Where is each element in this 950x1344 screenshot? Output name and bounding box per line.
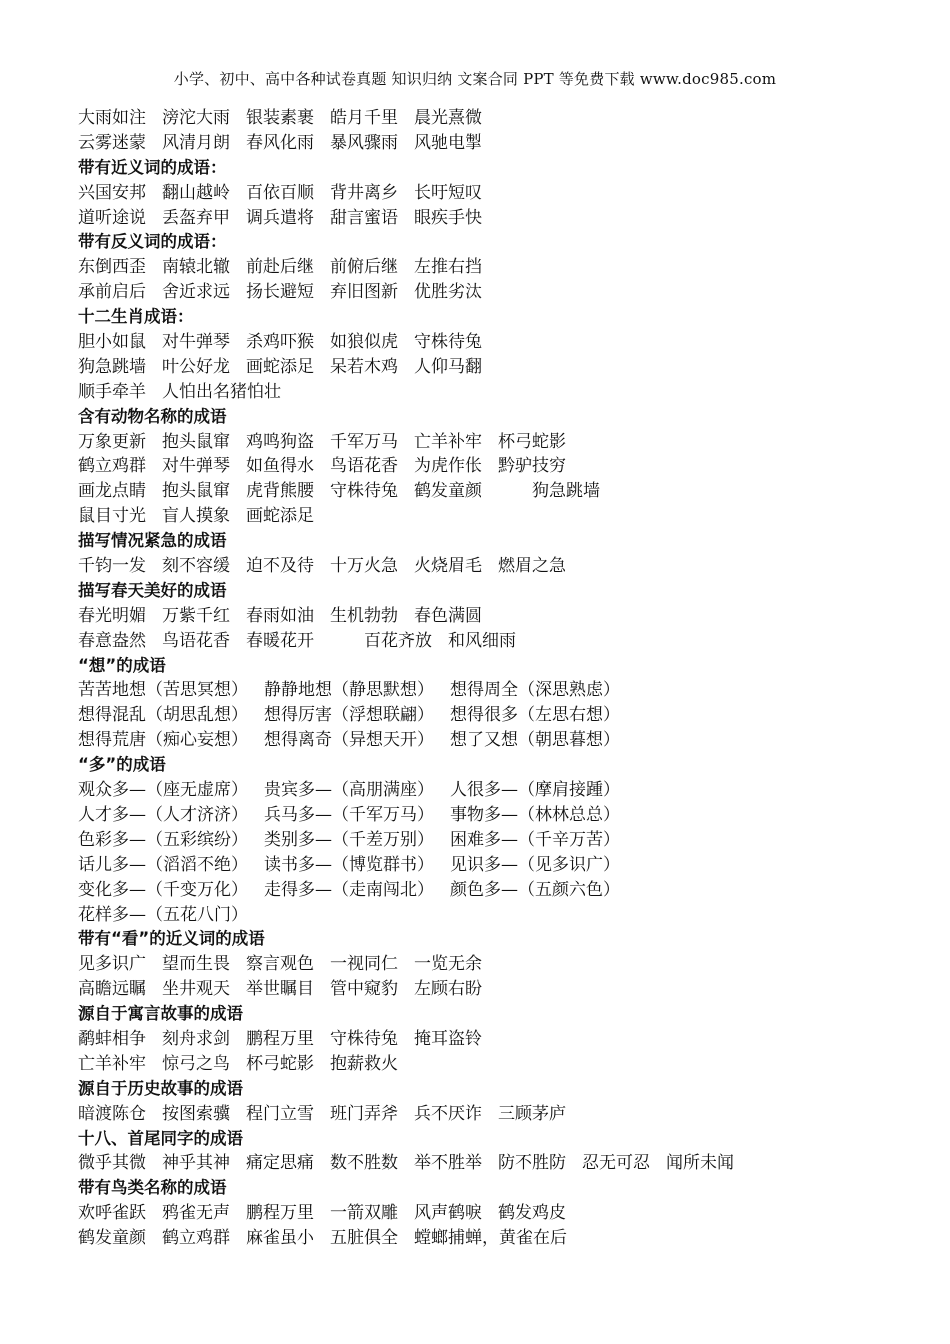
idiom-item: 欢呼雀跃 (78, 1203, 146, 1224)
idiom-row (78, 903, 928, 928)
idiom-item: 鹤发鸡皮 (498, 1203, 566, 1224)
idiom-item: 南辕北辙 (162, 257, 230, 278)
idiom-item: 一箭双雕 (330, 1203, 398, 1224)
idiom-item: 鹬蚌相争 (78, 1028, 146, 1049)
idiom-item: 滂沱大雨 (162, 108, 230, 128)
idiom-item: 呆若木鸡 (330, 356, 398, 377)
section-heading: 十二生肖成语： (78, 307, 194, 327)
idiom-item: 类别多—（千差万别） (264, 829, 434, 850)
idiom-item: 读书多—（博览群书） (264, 854, 434, 875)
idiom-item: 百依百顺 (246, 182, 314, 203)
idiom-row (78, 803, 928, 828)
idiom-item: 对牛弹琴 (162, 332, 230, 353)
idiom-item: 掩耳盗铃 (414, 1028, 482, 1049)
idiom-item: 东倒西歪 (78, 257, 146, 278)
idiom-item: 人怕出名猪怕壮 (162, 381, 281, 402)
idiom-item: 鹤发童颜 (414, 481, 482, 502)
idiom-item: 观众多—（座无虚席） (78, 780, 248, 801)
idiom-row (78, 206, 928, 231)
idiom-item: 管中窥豹 (330, 979, 398, 1000)
idiom-item: 贵宾多—（高朋满座） (264, 780, 434, 801)
idiom-item: 火烧眉毛 (414, 556, 482, 577)
idiom-row (78, 952, 928, 977)
idiom-item: 微乎其微 (78, 1153, 146, 1174)
idiom-item: 花样多—（五花八门） (78, 904, 248, 925)
idiom-item: 惊弓之鸟 (162, 1053, 230, 1074)
idiom-item: 道听途说 (78, 207, 146, 228)
idiom-item: 望而生畏 (162, 954, 230, 975)
idiom-item: 长吁短叹 (414, 182, 482, 203)
idiom-row (78, 1052, 928, 1077)
idiom-item: 前赴后继 (246, 257, 314, 278)
idiom-item: 和风细雨 (448, 630, 516, 651)
idiom-item: 左顾右盼 (414, 979, 482, 1000)
idiom-row (78, 1201, 928, 1226)
section-heading: 带有鸟类名称的成语 (78, 1178, 227, 1198)
idiom-item: 班门弄斧 (330, 1103, 398, 1124)
idiom-row (78, 828, 928, 853)
section-heading: 描写春天美好的成语 (78, 580, 227, 600)
section-heading: 带有反义词的成语： (78, 232, 227, 252)
idiom-item: 云雾迷蒙 (78, 132, 146, 153)
idiom-item: 黔驴技穷 (498, 456, 566, 477)
idiom-item: 抱头鼠窜 (162, 481, 230, 502)
idiom-item: 一视同仁 (330, 954, 398, 975)
idiom-row (78, 853, 928, 878)
idiom-item: 鸟语花香 (330, 456, 398, 477)
idiom-item: 想得混乱（胡思乱想） (78, 705, 248, 726)
idiom-item: 色彩多—（五彩缤纷） (78, 829, 248, 850)
idiom-item: 为虎作伥 (414, 456, 482, 477)
idiom-item: 甜言蜜语 (330, 207, 398, 228)
idiom-item: 背井离乡 (330, 182, 398, 203)
idiom-item: 眼疾手快 (414, 207, 482, 228)
idiom-item: 鹤立鸡群 (78, 456, 146, 477)
idiom-item: 弃旧图新 (330, 282, 398, 303)
idiom-item: 鹏程万里 (246, 1203, 314, 1224)
idiom-item: 兵马多—（千军万马） (264, 804, 434, 825)
document-body (78, 106, 928, 1251)
idiom-row (78, 355, 928, 380)
idiom-item: 察言观色 (246, 954, 314, 975)
idiom-row (78, 604, 928, 629)
idiom-item: 防不胜防 (498, 1153, 566, 1174)
idiom-item: 一览无余 (414, 954, 482, 975)
idiom-item: 想得周全（深思熟虑） (450, 680, 620, 701)
idiom-item: 坐井观天 (162, 979, 230, 1000)
section-heading: 源自于寓言故事的成语 (78, 1004, 243, 1024)
idiom-item: 话儿多—（滔滔不绝） (78, 854, 248, 875)
idiom-item: 大雨如注 (78, 108, 146, 128)
idiom-item: 春风化雨 (246, 132, 314, 153)
idiom-item: 杯弓蛇影 (246, 1053, 314, 1074)
idiom-row (78, 106, 928, 131)
idiom-item: 人仰马翻 (414, 356, 482, 377)
idiom-item: 十万火急 (330, 556, 398, 577)
idiom-item: 对牛弹琴 (162, 456, 230, 477)
idiom-item: 人很多—（摩肩接踵） (450, 780, 620, 801)
idiom-row (78, 181, 928, 206)
idiom-item: 数不胜数 (330, 1153, 398, 1174)
idiom-row (78, 1102, 928, 1127)
idiom-item: 事物多—（林林总总） (450, 804, 620, 825)
idiom-row (78, 330, 928, 355)
idiom-item: 想了又想（朝思暮想） (450, 730, 620, 751)
idiom-item: 风驰电掣 (414, 132, 482, 153)
idiom-item: 痛定思痛 (246, 1153, 314, 1174)
idiom-item: 人才多—（人才济济） (78, 804, 248, 825)
idiom-row (78, 255, 928, 280)
page-header: 小学、初中、高中各种试卷真题 知识归纳 文案合同 PPT 等免费下载 www.doc985.com (173, 70, 777, 88)
idiom-item: 抱头鼠窜 (162, 431, 230, 452)
idiom-item: 百花齐放 (330, 630, 432, 651)
idiom-item: 万象更新 (78, 431, 146, 452)
idiom-item: 鸡鸣狗盗 (246, 431, 314, 452)
idiom-item: 举不胜举 (414, 1153, 482, 1174)
idiom-item: 顺手牵羊 (78, 381, 146, 402)
idiom-item: 画蛇添足 (246, 506, 314, 527)
idiom-row (78, 380, 928, 405)
idiom-item: 刻舟求剑 (162, 1028, 230, 1049)
section-heading: “想”的成语 (78, 655, 166, 675)
idiom-item: 调兵遣将 (246, 207, 314, 228)
idiom-item: 变化多—（千变万化） (78, 879, 248, 900)
idiom-row (78, 454, 928, 479)
idiom-item: 燃眉之急 (498, 556, 566, 577)
idiom-item: 杯弓蛇影 (498, 431, 566, 452)
section-heading: 描写情况紧急的成语 (78, 531, 227, 551)
idiom-item: 鹤立鸡群 (162, 1228, 230, 1249)
idiom-item: 生机勃勃 (330, 605, 398, 626)
idiom-item: 亡羊补牢 (414, 431, 482, 452)
idiom-item: 守株待兔 (414, 332, 482, 353)
idiom-item: 狗急跳墙 (498, 481, 600, 502)
idiom-row (78, 728, 928, 753)
section-heading: 源自于历史故事的成语 (78, 1078, 243, 1098)
idiom-item: 困难多—（千辛万苦） (450, 829, 620, 850)
idiom-item: 忍无可忍 (582, 1153, 650, 1174)
idiom-row (78, 678, 928, 703)
idiom-item: 春雨如油 (246, 605, 314, 626)
section-heading: 十八、首尾同字的成语 (78, 1128, 243, 1148)
idiom-item: 鹏程万里 (246, 1028, 314, 1049)
idiom-item: 兴国安邦 (78, 182, 146, 203)
idiom-item: 迫不及待 (246, 556, 314, 577)
idiom-item: 舍近求远 (162, 282, 230, 303)
idiom-item: 承前启后 (78, 282, 146, 303)
idiom-item: 暴风骤雨 (330, 132, 398, 153)
idiom-item: 春光明媚 (78, 605, 146, 626)
idiom-item: 扬长避短 (246, 282, 314, 303)
idiom-item: 银装素裹 (246, 108, 314, 128)
idiom-item: 左推右挡 (414, 257, 482, 278)
idiom-item: 三顾茅庐 (498, 1103, 566, 1124)
idiom-item: 麻雀虽小 (246, 1228, 314, 1249)
idiom-row (78, 504, 928, 529)
idiom-item: 春意盎然 (78, 630, 146, 651)
idiom-item: 虎背熊腰 (246, 481, 314, 502)
idiom-item: 走得多—（走南闯北） (264, 879, 434, 900)
idiom-item: 风清月朗 (162, 132, 230, 153)
idiom-item: 如鱼得水 (246, 456, 314, 477)
idiom-item: 春色满圆 (414, 605, 482, 626)
idiom-row (78, 703, 928, 728)
idiom-item: 万紫千红 (162, 605, 230, 626)
idiom-item: 春暖花开 (246, 630, 314, 651)
section-heading: “多”的成语 (78, 755, 166, 775)
idiom-item: 神乎其神 (162, 1153, 230, 1174)
idiom-item: 优胜劣汰 (414, 282, 482, 303)
section-heading: 含有动物名称的成语 (78, 406, 227, 426)
idiom-item: 如狼似虎 (330, 332, 398, 353)
idiom-row (78, 1027, 928, 1052)
idiom-item: 晨光熹微 (414, 108, 482, 128)
idiom-item: 想得厉害（浮想联翩） (264, 705, 434, 726)
idiom-row (78, 1151, 928, 1176)
idiom-item: 盲人摸象 (162, 506, 230, 527)
idiom-row (78, 778, 928, 803)
idiom-row (78, 280, 928, 305)
idiom-item: 鸦雀无声 (162, 1203, 230, 1224)
idiom-item: 杀鸡吓猴 (246, 332, 314, 353)
idiom-item: 兵不厌诈 (414, 1103, 482, 1124)
idiom-item: 想得荒唐（痴心妄想） (78, 730, 248, 751)
idiom-item: 千军万马 (330, 431, 398, 452)
idiom-item: 守株待兔 (330, 481, 398, 502)
section-heading: 带有近义词的成语： (78, 157, 227, 177)
idiom-item: 刻不容缓 (162, 556, 230, 577)
idiom-item: 鸟语花香 (162, 630, 230, 651)
idiom-item: 丢盔弃甲 (162, 207, 230, 228)
idiom-item: 螳螂捕蝉，黄雀在后 (414, 1228, 567, 1249)
idiom-item: 画龙点睛 (78, 481, 146, 502)
idiom-item: 五脏俱全 (330, 1228, 398, 1249)
idiom-item: 暗渡陈仓 (78, 1103, 146, 1124)
idiom-item: 画蛇添足 (246, 356, 314, 377)
idiom-row (78, 1226, 928, 1251)
idiom-item: 按图索骥 (162, 1103, 230, 1124)
idiom-item: 想得离奇（异想天开） (264, 730, 434, 751)
section-heading: 带有“看”的近义词的成语 (78, 929, 265, 949)
idiom-row (78, 977, 928, 1002)
idiom-item: 抱薪救火 (330, 1053, 398, 1074)
idiom-item: 狗急跳墙 (78, 356, 146, 377)
idiom-row (78, 878, 928, 903)
idiom-item: 千钧一发 (78, 556, 146, 577)
idiom-item: 皓月千里 (330, 108, 398, 128)
idiom-item: 见识多—（见多识广） (450, 854, 620, 875)
idiom-item: 守株待兔 (330, 1028, 398, 1049)
idiom-row (78, 430, 928, 455)
idiom-row (78, 629, 928, 654)
idiom-item: 风声鹤唳 (414, 1203, 482, 1224)
idiom-item: 举世瞩目 (246, 979, 314, 1000)
idiom-item: 高瞻远瞩 (78, 979, 146, 1000)
idiom-item: 静静地想（静思默想） (264, 680, 434, 701)
idiom-item: 胆小如鼠 (78, 332, 146, 353)
idiom-item: 鹤发童颜 (78, 1228, 146, 1249)
idiom-item: 前俯后继 (330, 257, 398, 278)
idiom-item: 鼠目寸光 (78, 506, 146, 527)
idiom-item: 翻山越岭 (162, 182, 230, 203)
idiom-item: 想得很多（左思右想） (450, 705, 620, 726)
idiom-row (78, 479, 928, 504)
idiom-item: 亡羊补牢 (78, 1053, 146, 1074)
idiom-item: 叶公好龙 (162, 356, 230, 377)
idiom-row (78, 131, 928, 156)
idiom-item: 颜色多—（五颜六色） (450, 879, 620, 900)
idiom-item: 闻所未闻 (666, 1153, 734, 1174)
idiom-item: 苦苦地想（苦思冥想） (78, 680, 248, 701)
idiom-row (78, 554, 928, 579)
idiom-item: 程门立雪 (246, 1103, 314, 1124)
idiom-item: 见多识广 (78, 954, 146, 975)
